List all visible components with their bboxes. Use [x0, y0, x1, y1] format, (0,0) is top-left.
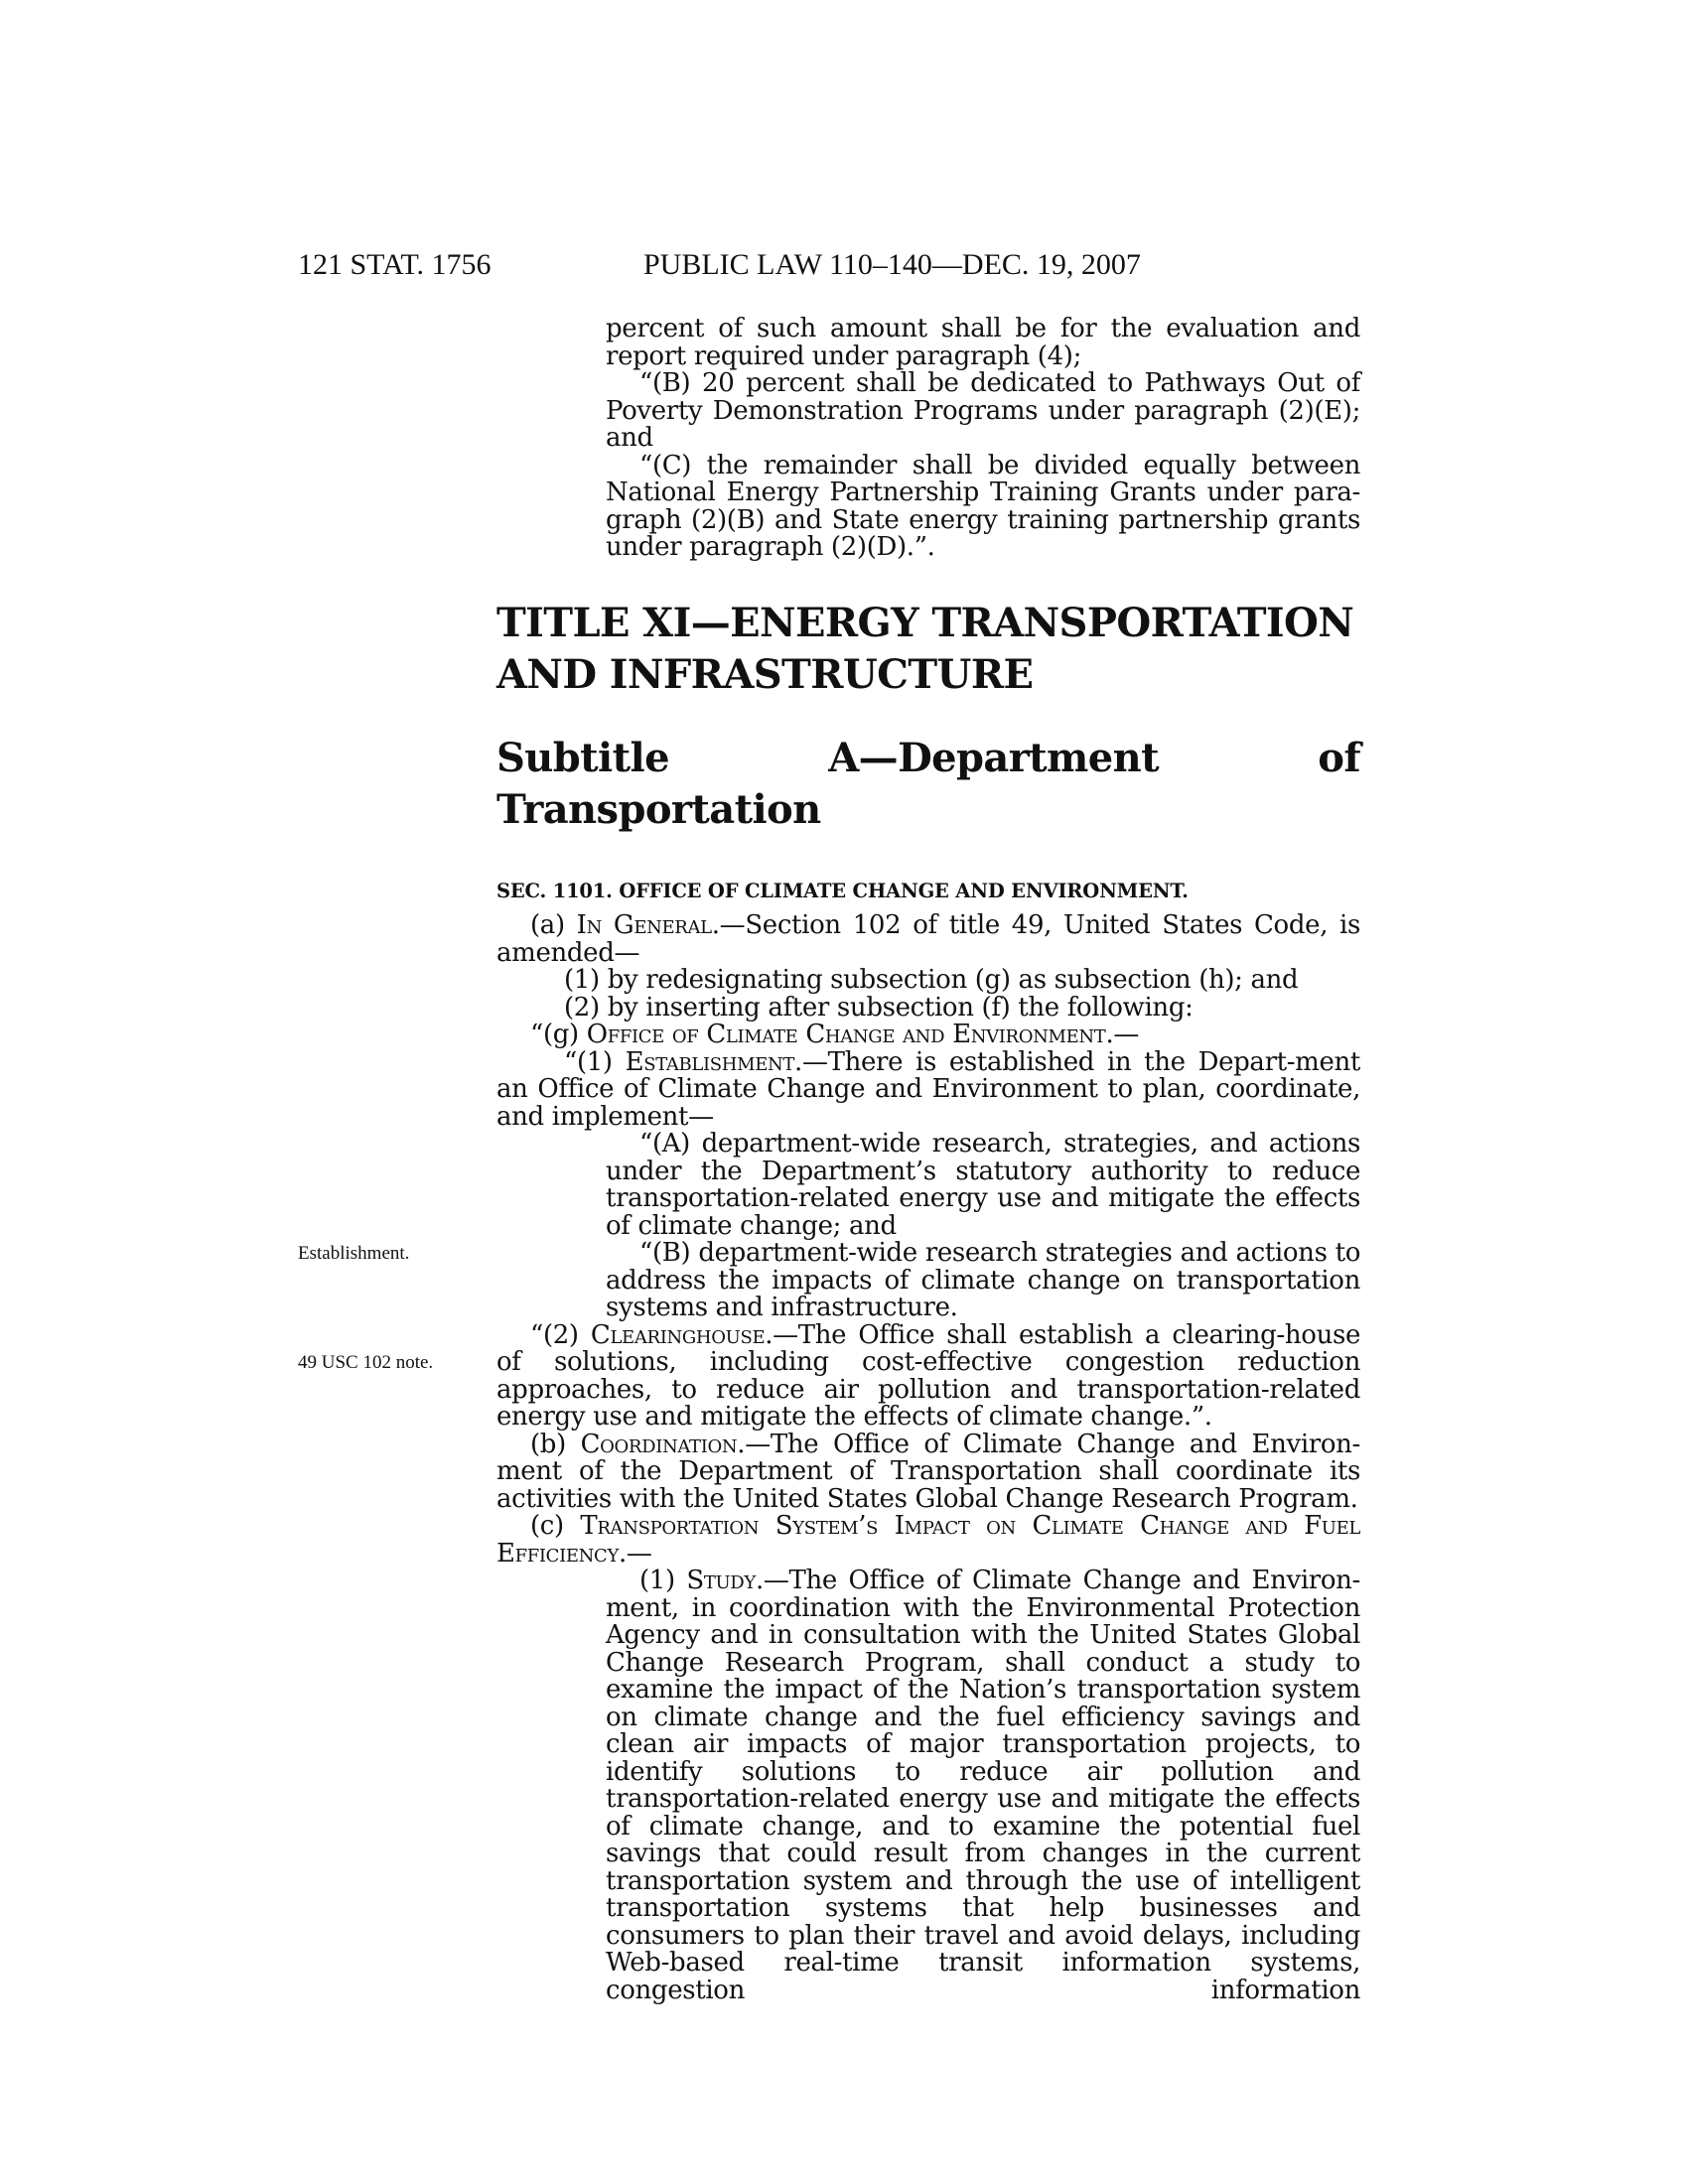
public-law-header: PUBLIC LAW 110–140—DEC. 19, 2007: [643, 248, 1141, 281]
subsection-c-heading: [496, 1513, 1360, 1568]
subsection-g-label: “(g): [530, 1020, 587, 1049]
paragraph-g2-label: “(2): [530, 1319, 591, 1350]
paragraph-a1: (1) by redesignating subsection (g) as subsection (h); and: [564, 965, 1299, 995]
paragraph-g1-label: “(1): [564, 1046, 626, 1077]
paragraph-g1: [496, 1046, 1361, 1132]
subsection-c-label: (c): [530, 1511, 581, 1541]
title-line-2: AND INFRASTRUCTURE: [496, 650, 1034, 698]
subtitle-heading: Subtitle A—Department of Transportation: [496, 734, 1360, 833]
subsection-a: [496, 912, 1360, 967]
subsection-b: [496, 1429, 1360, 1514]
clause-g-a: “(A) department-wide research, strategies, and actions under the Department’s statutory authority to reduce transportation-related energy use and mitigate the effects of climate change; and: [606, 1129, 1360, 1241]
title-line-1: TITLE XI—ENERGY TRANSPORTATION: [496, 599, 1354, 646]
paragraph-g2: [496, 1319, 1360, 1432]
subsection-g-dash: .—: [1105, 1020, 1140, 1049]
clause-g-b: “(B) department-wide research strategies and actions to address the impacts of climate change on transportation systems and infrastructure.: [606, 1238, 1360, 1322]
margin-note-usc: 49 USC 102 note.: [298, 1352, 434, 1373]
subsection-a-text: .—Section 102 of title 49, United States Code, is amended—: [496, 910, 1360, 968]
paragraph-g1-text: .—There is established in the Depart-ment an Office of Climate Change and Environment to plan, coordinate, and implement—: [496, 1046, 1361, 1132]
subsection-b-caption: Coordination: [580, 1429, 738, 1459]
carryover-paragraph: percent of such amount shall be for the evaluation and report required under paragraph (4);: [606, 314, 1360, 371]
paragraph-g1-caption: Establishment: [625, 1046, 795, 1077]
page-body: [496, 316, 1360, 2004]
subsection-a-label: (a): [530, 910, 577, 940]
clause-c-paragraph: “(C) the remainder shall be divided equally between National Energy Partnership Training Grants under para-graph (2)(B) and State energy training partnership grants under paragraph (2)(D).”.: [606, 450, 1360, 562]
statute-page-reference: 121 STAT. 1756: [298, 248, 492, 281]
margin-note-establishment: Establishment.: [298, 1243, 410, 1264]
paragraph-c1-label: (1): [639, 1566, 687, 1595]
paragraph-c1-caption: Study: [686, 1566, 756, 1595]
subsection-a-caption: In General: [576, 910, 712, 940]
paragraph-g2-caption: Clearinghouse: [590, 1319, 766, 1350]
paragraph-g2-text: .—The Office shall establish a clearing-house of solutions, including cost-effective congestion reduction approaches, to reduce air pollution and transportation-related energy use and mitigate the effects of climate change.”.: [496, 1319, 1360, 1432]
paragraph-a2: (2) by inserting after subsection (f) the following:: [564, 992, 1194, 1023]
title-heading: [496, 598, 1360, 701]
paragraph-c1: [496, 1568, 1360, 2004]
paragraph-c1-text: .—The Office of Climate Change and Environ-ment, in coordination with the Environmental Protection Agency and in consultation with the United States Global Change Research Program, shall conduct a study to examine the impact of the Nation’s transportation system on climate change and the fuel efficiency savings and clean air impacts of major transportation projects, to identify solutions to reduce air pollution and transportation-related energy use and mitigate the effects of climate change, and to examine the potential fuel savings that could result from changes in the current transportation system and through the use of intelligent transportation systems that help businesses and consumers to plan their travel and avoid delays, including Web-based real-time transit information systems, congestion information: [606, 1566, 1360, 2005]
subsection-g-caption: Office of Climate Change and Environment: [586, 1020, 1106, 1049]
subsection-c-caption: Transportation System’s Impact on Climate Change and Fuel Efficiency: [496, 1511, 1360, 1569]
section-heading: SEC. 1101. OFFICE OF CLIMATE CHANGE AND ENVIRONMENT.: [496, 879, 1189, 902]
subsection-g-heading: [496, 1022, 1360, 1049]
subsection-c-dash: .—: [619, 1538, 652, 1569]
subsection-b-text: .—The Office of Climate Change and Environ-ment of the Department of Transportation shall coordinate its activities with the United States Global Change Research Program.: [496, 1429, 1360, 1514]
subsection-b-label: (b): [530, 1429, 581, 1459]
clause-b-paragraph: “(B) 20 percent shall be dedicated to Pathways Out of Poverty Demonstration Programs under paragraph (2)(E); and: [606, 368, 1360, 453]
